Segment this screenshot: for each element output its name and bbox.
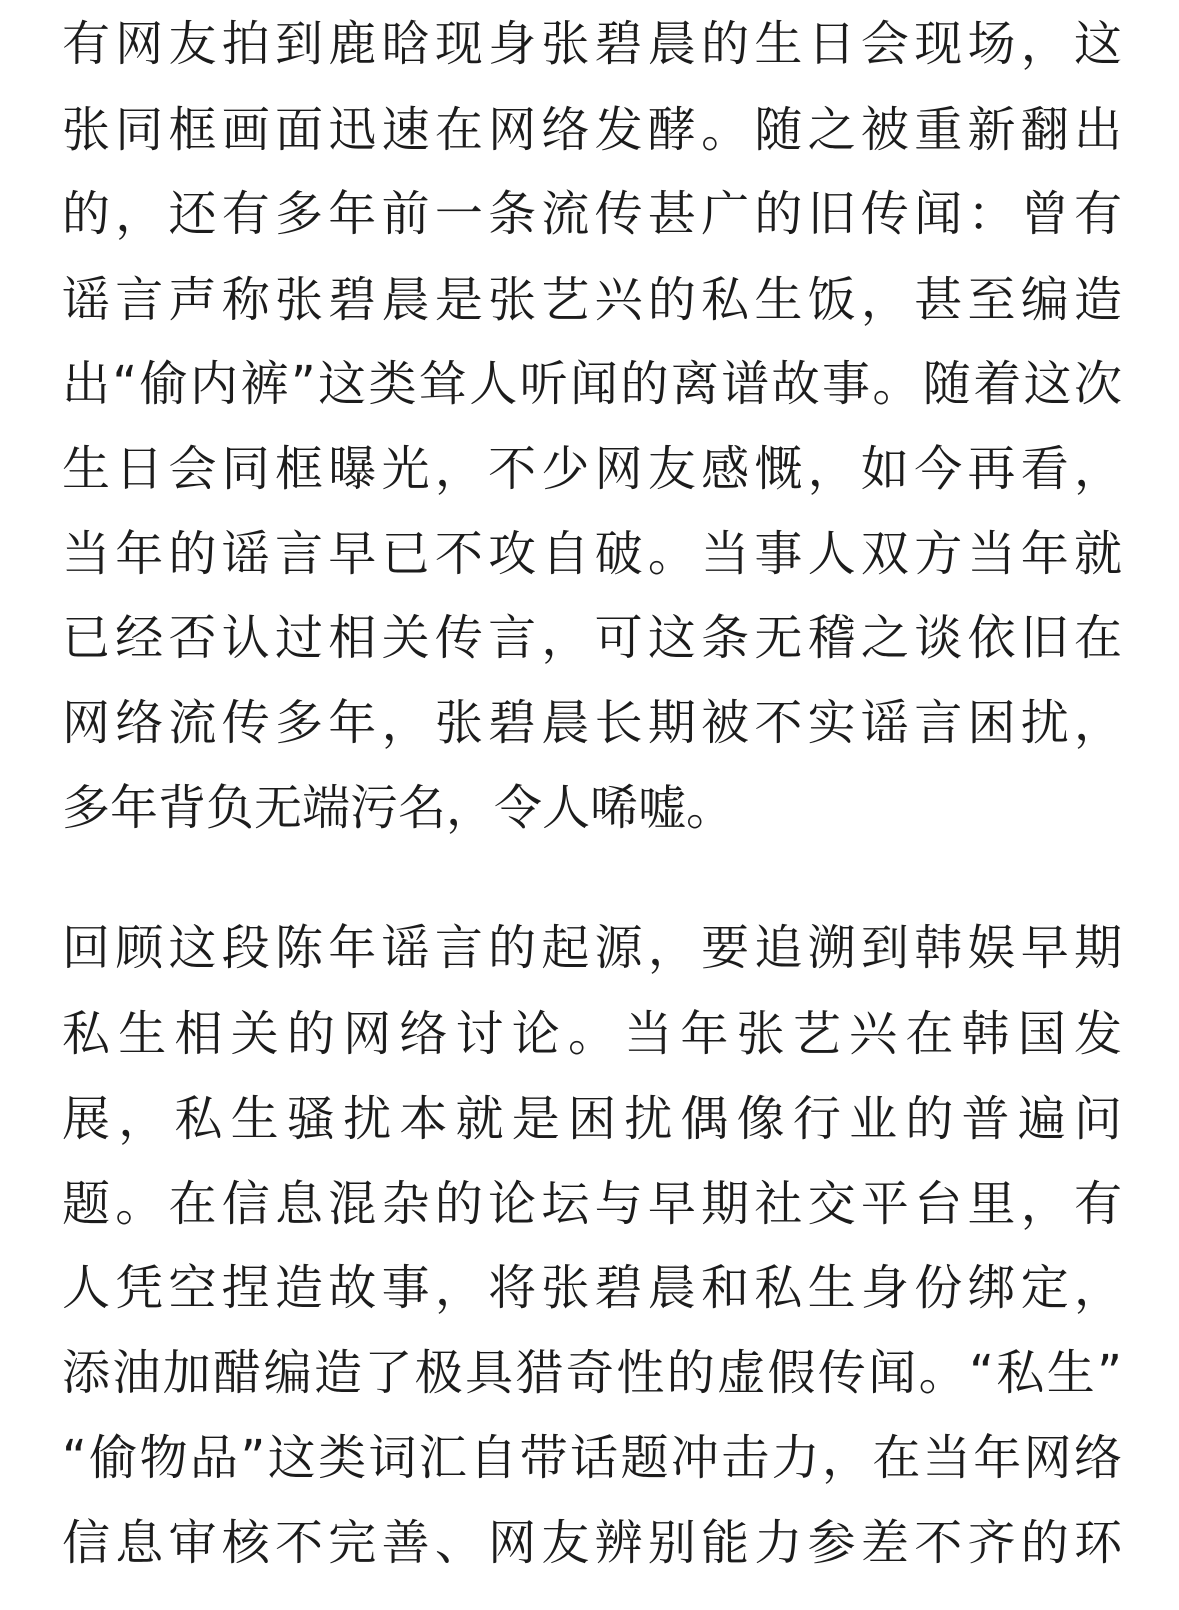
text-line: 的，还有多年前一条流传甚广的旧传闻：曾有 [62,186,1122,242]
text-line: “偷物品”这类词汇自带话题冲击力，在当年网络 [62,1430,1122,1486]
text-line: 网络流传多年，张碧晨长期被不实谣言困扰， [62,695,1122,751]
text-line: 谣言声称张碧晨是张艺兴的私生饭，甚至编造 [62,272,1122,328]
text-line: 张同框画面迅速在网络发酵。随之被重新翻出 [62,102,1122,158]
text-line: 私生相关的网络讨论。当年张艺兴在韩国发 [62,1006,1122,1062]
text-line: 回顾这段陈年谣言的起源，要追溯到韩娱早期 [62,920,1122,976]
text-line: 当年的谣言早已不攻自破。当事人双方当年就 [62,526,1122,582]
text-line: 人凭空捏造故事，将张碧晨和私生身份绑定， [62,1260,1122,1316]
text-line: 生日会同框曝光，不少网友感慨，如今再看， [62,441,1122,497]
text-line: 展，私生骚扰本就是困扰偶像行业的普遍问 [62,1091,1122,1147]
text-line: 出“偷内裤”这类耸人听闻的离谱故事。随着这次 [62,356,1122,412]
text-line: 添油加醋编造了极具猎奇性的虚假传闻。“私生” [62,1345,1122,1401]
text-line: 有网友拍到鹿晗现身张碧晨的生日会现场，这 [62,16,1122,72]
text-line: 已经否认过相关传言，可这条无稽之谈依旧在 [62,610,1122,666]
text-line: 题。在信息混杂的论坛与早期社交平台里，有 [62,1176,1122,1232]
text-line: 多年背负无端污名，令人唏嘘。 [62,780,735,836]
text-line: 信息审核不完善、网友辨别能力参差不齐的环 [62,1515,1122,1571]
